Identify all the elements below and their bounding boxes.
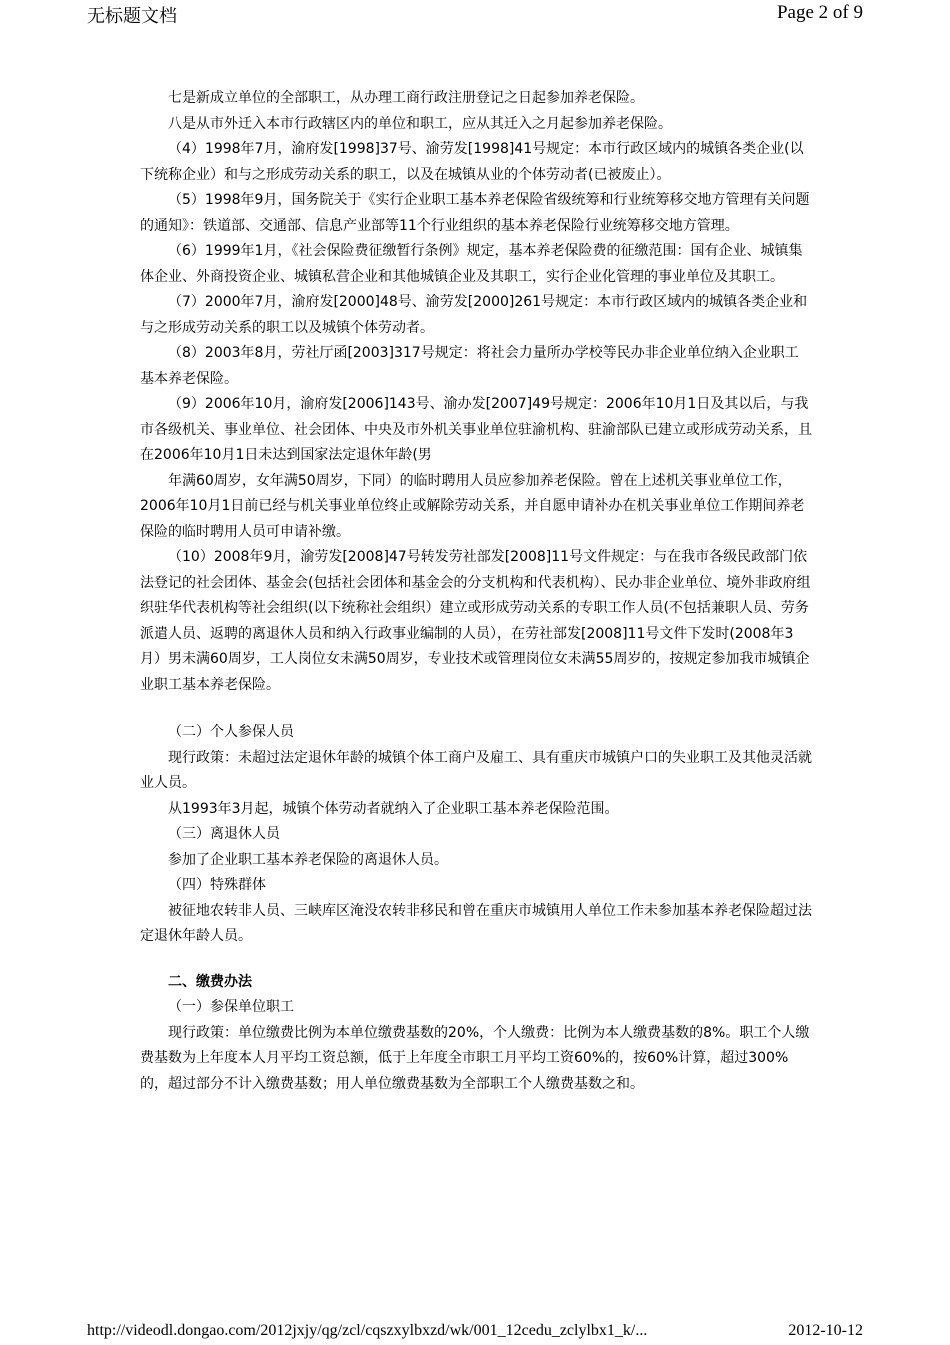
section-heading-special: （四）特殊群体 [168,877,266,893]
paragraph: 从1993年3月起，城镇个体劳动者就纳入了企业职工基本养老保险范围。 [168,800,619,817]
section-heading-personal: （二）个人参保人员 [168,724,294,740]
document-title: 无标题文档 [87,6,177,27]
paragraph: （10）2008年9月，渝劳发[2008]47号转发劳社部发[2008]11号文件规定：与在我市各级民政部门依法登记的社会团体、基金会(包括社会团体和基金会的分支机构和代表机构）、民办非企业单位、境外非政府组织驻华代表机构等社会组织(以下统称社会组织）建立或形成劳动关系的专职工作人员(不包括兼职人员、劳务派遣人员、返聘的离退休人员和纳入行政事业编制的人员），在劳社部发[2008]11号文件下发时(2008年3月）男未满60周岁，工人岗位女未满50周岁，专业技术或管理岗位女未满55周岁的，按规定参加我市城镇企业职工基本养老保险。 [140,549,811,693]
paragraph: （6）1999年1月，《社会保险费征缴暂行条例》规定，基本养老保险费的征缴范围：国有企业、城镇集体企业、外商投资企业、城镇私营企业和其他城镇企业及其职工，实行企业化管理的事业单位及其职工。 [140,243,803,285]
paragraph: （5）1998年9月，国务院关于《实行企业职工基本养老保险省级统筹和行业统筹移交地方管理有关问题的通知》：铁道部、交通部、信息产业部等11个行业组织的基本养老保险行业统筹移交地方管理。 [140,192,810,234]
print-date: 2012-10-12 [788,1322,863,1339]
paragraph: （7）2000年7月，渝府发[2000]48号、渝劳发[2000]261号规定：本市行政区域内的城镇各类企业和与之形成劳动关系的职工以及城镇个体劳动者。 [140,294,808,336]
section-heading-employees: （一）参保单位职工 [168,999,294,1015]
section-heading-retired: （三）离退休人员 [168,826,280,842]
paragraph: 被征地农转非人员、三峡库区淹没农转非移民和曾在重庆市城镇用人单位工作未参加基本养老保险超过法定退休年龄人员。 [140,902,812,944]
paragraph: （4）1998年7月，渝府发[1998]37号、渝劳发[1998]41号规定：本市行政区域内的城镇各类企业(以下统称企业）和与之形成劳动关系的职工，以及在城镇从业的个体劳动者(已被废止）。 [140,141,804,183]
paragraph: 参加了企业职工基本养老保险的离退休人员。 [168,851,448,868]
section-title-payment: 二、缴费办法 [168,973,252,990]
document-body [140,86,812,1097]
paragraph: 七是新成立单位的全部职工，从办理工商行政注册登记之日起参加养老保险。 [168,90,644,106]
paragraph: 八是从市外迁入本市行政辖区内的单位和职工，应从其迁入之月起参加养老保险。 [168,115,672,132]
source-url: http://videodl.dongao.com/2012jxjy/qg/zcl/cqszxylbxzd/wk/001_12cedu_zclylbx1_k/... [87,1322,648,1339]
paragraph: （8）2003年8月，劳社厅函[2003]317号规定：将社会力量所办学校等民办非企业单位纳入企业职工基本养老保险。 [140,345,799,387]
paragraph: 现行政策：单位缴费比例为本单位缴费基数的20%，个人缴费：比例为本人缴费基数的8%。职工个人缴费基数为上年度本人月平均工资总额，低于上年度全市职工月平均工资60%的，按60%计算，超过300%的，超过部分不计入缴费基数；用人单位缴费基数为全部职工个人缴费基数之和。 [140,1024,810,1092]
paragraph: 现行政策：未超过法定退休年龄的城镇个体工商户及雇工、具有重庆市城镇户口的失业职工及其他灵活就业人员。 [140,749,812,791]
paragraph: 年满60周岁，女年满50周岁，下同）的临时聘用人员应参加养老保险。曾在上述机关事业单位工作，2006年10月1日前已经与机关事业单位终止或解除劳动关系，并自愿申请补办在机关事业单位工作期间养老保险的临时聘用人员可申请补缴。 [140,472,805,540]
page-number: Page 2 of 9 [776,2,863,23]
paragraph: （9）2006年10月，渝府发[2006]143号、渝办发[2007]49号规定：2006年10月1日及其以后，与我市各级机关、事业单位、社会团体、中央及市外机关事业单位驻渝机构、驻渝部队已建立或形成劳动关系，且在2006年10月1日未达到国家法定退休年龄(男 [140,396,812,463]
